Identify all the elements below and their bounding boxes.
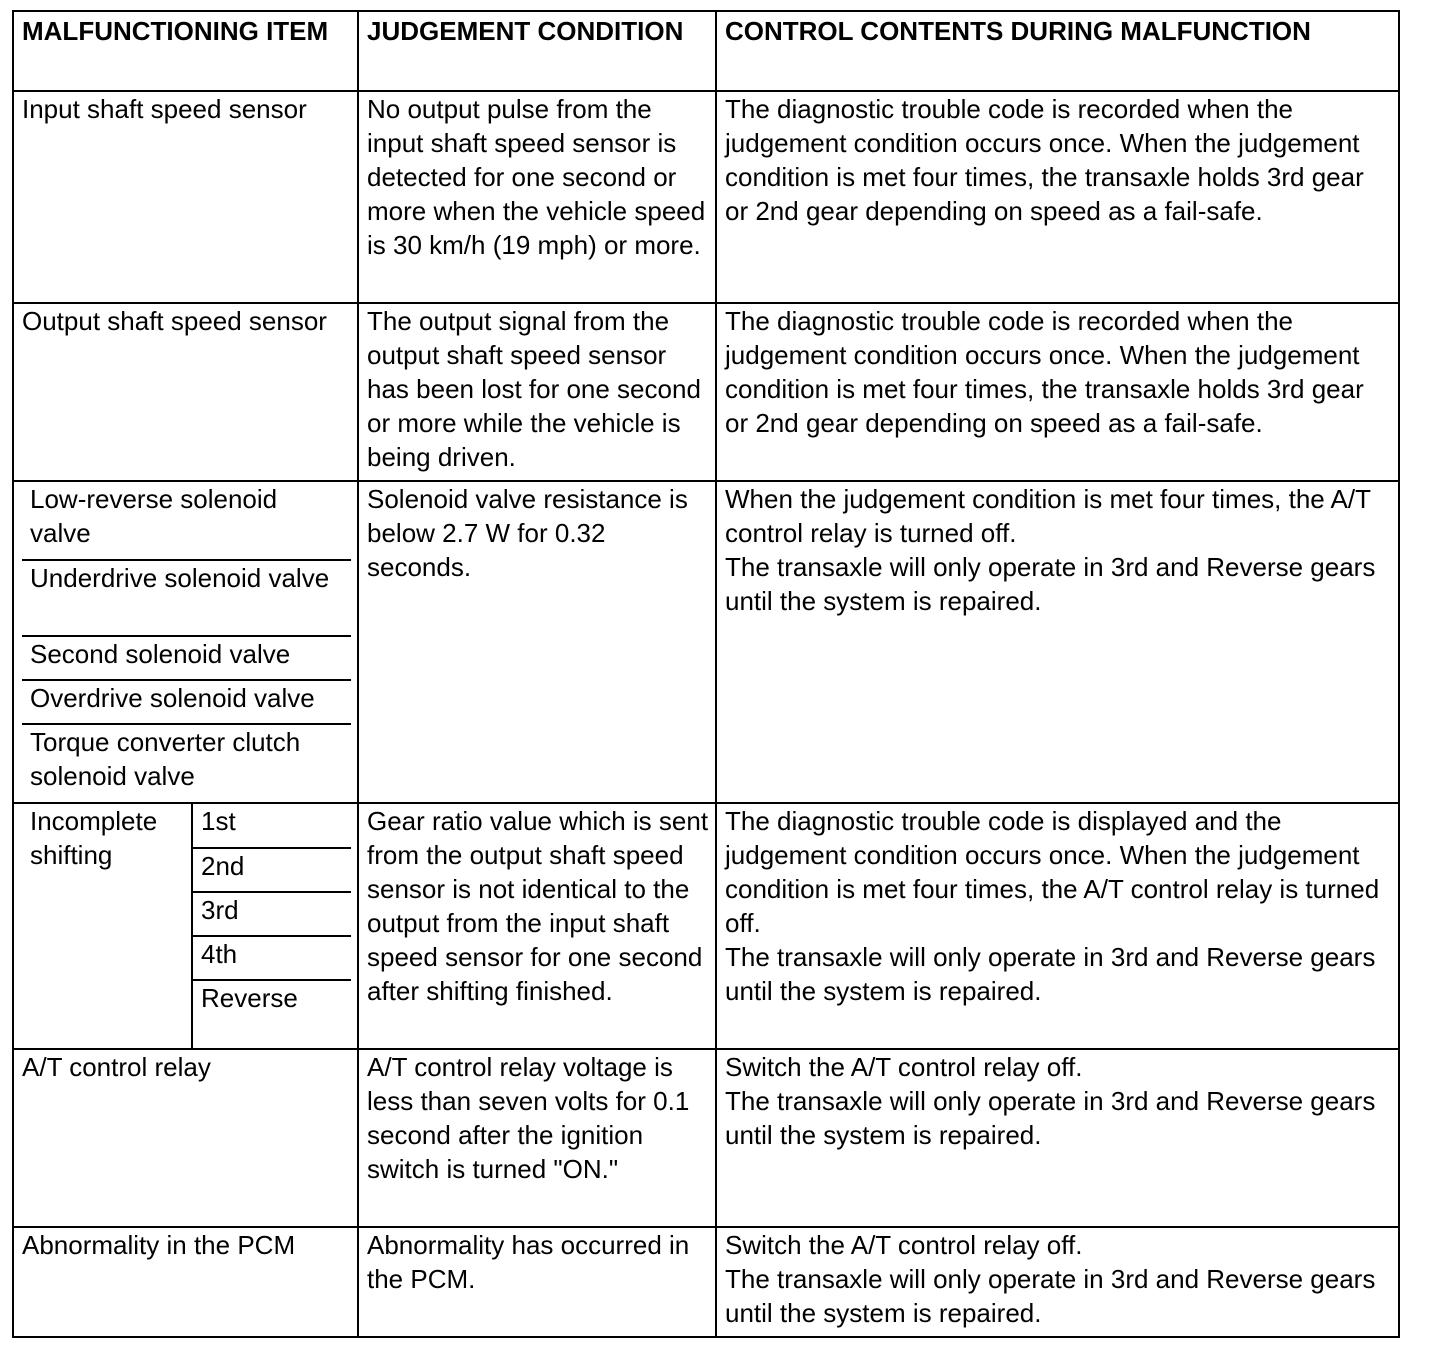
list-item: Overdrive solenoid valve <box>22 680 351 724</box>
list-item: Underdrive solenoid valve <box>22 560 351 636</box>
shifting-subtable <box>22 804 351 1048</box>
gear-item: 4th <box>192 936 351 980</box>
solenoid-item-cell <box>13 481 358 803</box>
control-cell: When the judgement condition is met four times, the A/T control relay is turned off. The transaxle will only operate in 3rd and Reverse gears until the system is repaired. <box>716 481 1399 803</box>
control-cell: Switch the A/T control relay off. The transaxle will only operate in 3rd and Reverse gears until the system is repaired. <box>716 1227 1399 1337</box>
condition-cell: The output signal from the output shaft speed sensor has been lost for one second or more while the vehicle is being driven. <box>358 303 716 481</box>
control-cell: Switch the A/T control relay off. The transaxle will only operate in 3rd and Reverse gears until the system is repaired. <box>716 1049 1399 1227</box>
gear-item: 2nd <box>192 848 351 892</box>
item-cell: Output shaft speed sensor <box>13 303 358 481</box>
shifting-item-cell <box>13 803 358 1049</box>
header-malfunctioning-item: MALFUNCTIONING ITEM <box>13 11 358 91</box>
control-cell: The diagnostic trouble code is displayed and the judgement condition occurs once. When the judgement condition is met four times, the A/T control relay is turned off. The transaxle will only operate in 3rd and Reverse gears until the system is repaired. <box>716 803 1399 1049</box>
header-judgement-condition: JUDGEMENT CONDITION <box>358 11 716 91</box>
table-row <box>13 91 1399 303</box>
header-row <box>13 11 1399 91</box>
table-row <box>13 1049 1399 1227</box>
list-item: Second solenoid valve <box>22 636 351 680</box>
item-cell: A/T control relay <box>13 1049 358 1227</box>
solenoid-list <box>22 482 351 802</box>
condition-cell: A/T control relay voltage is less than seven volts for 0.1 second after the ignition switch is turned "ON." <box>358 1049 716 1227</box>
condition-cell: No output pulse from the input shaft speed sensor is detected for one second or more when the vehicle speed is 30 km/h (19 mph) or more. <box>358 91 716 303</box>
control-cell: The diagnostic trouble code is recorded when the judgement condition occurs once. When the judgement condition is met four times, the transaxle holds 3rd gear or 2nd gear depending on speed as a fail-safe. <box>716 91 1399 303</box>
list-item: Torque converter clutch solenoid valve <box>30 727 301 791</box>
condition-cell: Solenoid valve resistance is below 2.7 W for 0.32 seconds. <box>358 481 716 803</box>
table-row-shifting-group <box>13 803 1399 1049</box>
condition-cell: Gear ratio value which is sent from the output shaft speed sensor is not identical to the output from the input shaft speed sensor for one second after shifting finished. <box>358 803 716 1049</box>
gear-item: 1st <box>192 804 351 848</box>
gear-item: 3rd <box>192 892 351 936</box>
table-row <box>13 303 1399 481</box>
malfunction-table <box>12 10 1400 1338</box>
header-control-contents: CONTROL CONTENTS DURING MALFUNCTION <box>716 11 1399 91</box>
table-row-solenoid-group <box>13 481 1399 803</box>
incomplete-shifting-label: Incomplete shifting <box>30 806 158 870</box>
item-cell: Abnormality in the PCM <box>13 1227 358 1337</box>
item-cell: Input shaft speed sensor <box>13 91 358 303</box>
gear-item: Reverse <box>192 980 351 1048</box>
table-row <box>13 1227 1399 1337</box>
control-cell: The diagnostic trouble code is recorded when the judgement condition occurs once. When the judgement condition is met four times, the transaxle holds 3rd gear or 2nd gear depending on speed as a fail-safe. <box>716 303 1399 481</box>
list-item: Low-reverse solenoid valve <box>22 482 351 560</box>
condition-cell: Abnormality has occurred in the PCM. <box>358 1227 716 1337</box>
